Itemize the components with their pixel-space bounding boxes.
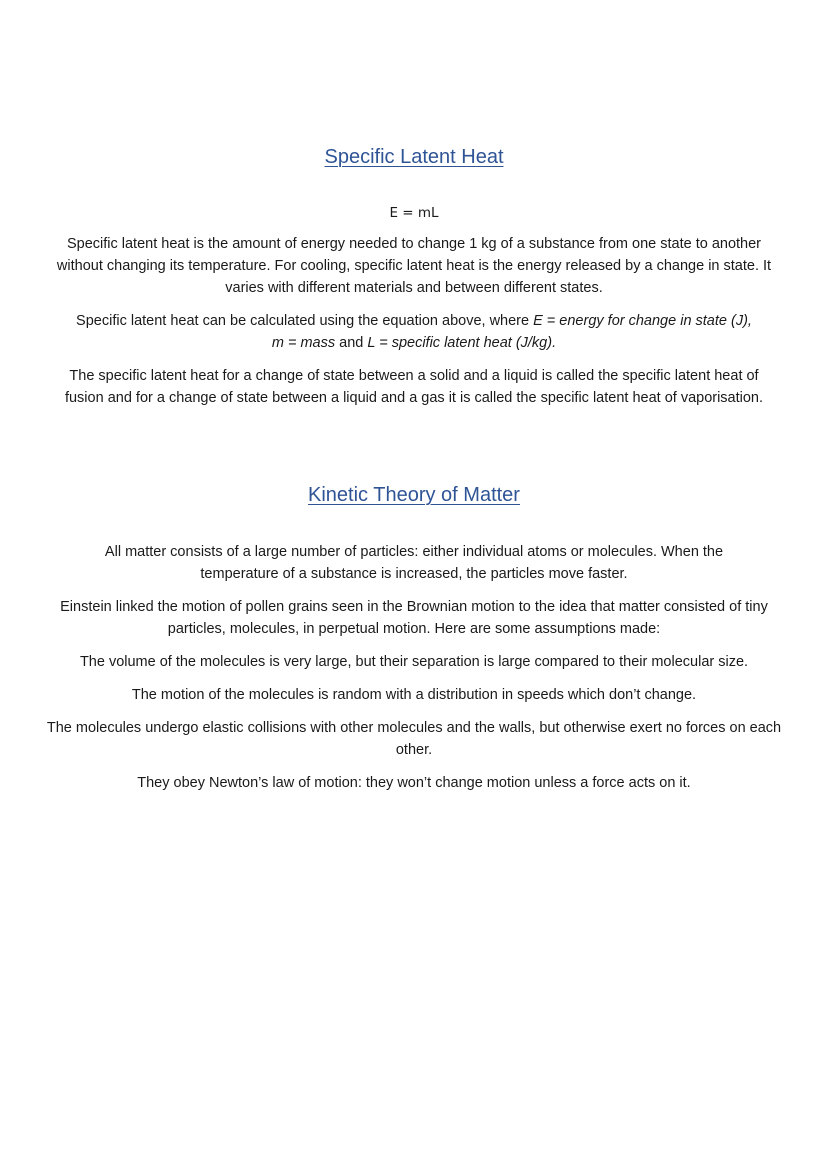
formula: E = mL xyxy=(389,205,439,221)
paragraph-fusion-vaporisation: The specific latent heat for a change of state between a solid and a liquid is called the specific latent heat of fusion and for a change of state between a liquid and a gas it is called the specific latent heat of vaporisation. xyxy=(64,368,764,406)
m-definition: m = mass xyxy=(271,335,336,351)
paragraph-equation-explanation xyxy=(50,310,778,354)
assumption-item: They obey Newton’s law of motion: they won’t change motion unless a force acts on it. xyxy=(137,775,691,791)
heading-kinetic-theory: Kinetic Theory of Matter xyxy=(308,484,520,506)
paragraph-latent-heat-definition: Specific latent heat is the amount of energy needed to change 1 kg of a substance from one state to another without changing its temperature. For cooling, specific latent heat is the energy released by a change in state. It varies with different materials and between different states. xyxy=(56,236,772,296)
assumption-item: The volume of the molecules is very large, but their separation is large compared to their molecular size. xyxy=(79,654,749,670)
assumption-item: The motion of the molecules is random with a distribution in speeds which don’t change. xyxy=(131,687,697,703)
e-definition: E = energy for change in state (J), xyxy=(533,313,752,329)
paragraph-matter-particles: All matter consists of a large number of particles: either individual atoms or molecules. When the temperature of a substance is increased, the particles move faster. xyxy=(104,544,724,582)
paragraph-einstein-brownian: Einstein linked the motion of pollen grains seen in the Brownian motion to the idea that matter consisted of tiny particles, molecules, in perpetual motion. Here are some assumptions made: xyxy=(60,599,768,637)
section-specific-latent-heat xyxy=(50,144,778,170)
section-kinetic-theory xyxy=(50,482,778,508)
l-definition: L = specific latent heat (J/kg). xyxy=(367,335,557,351)
equation-intro-text: Specific latent heat can be calculated using the equation above, where xyxy=(76,313,534,329)
heading-specific-latent-heat: Specific Latent Heat xyxy=(324,146,504,168)
and-text: and xyxy=(335,335,368,351)
assumption-item: The molecules undergo elastic collisions with other molecules and the walls, but otherwise exert no forces on each other. xyxy=(46,720,782,758)
